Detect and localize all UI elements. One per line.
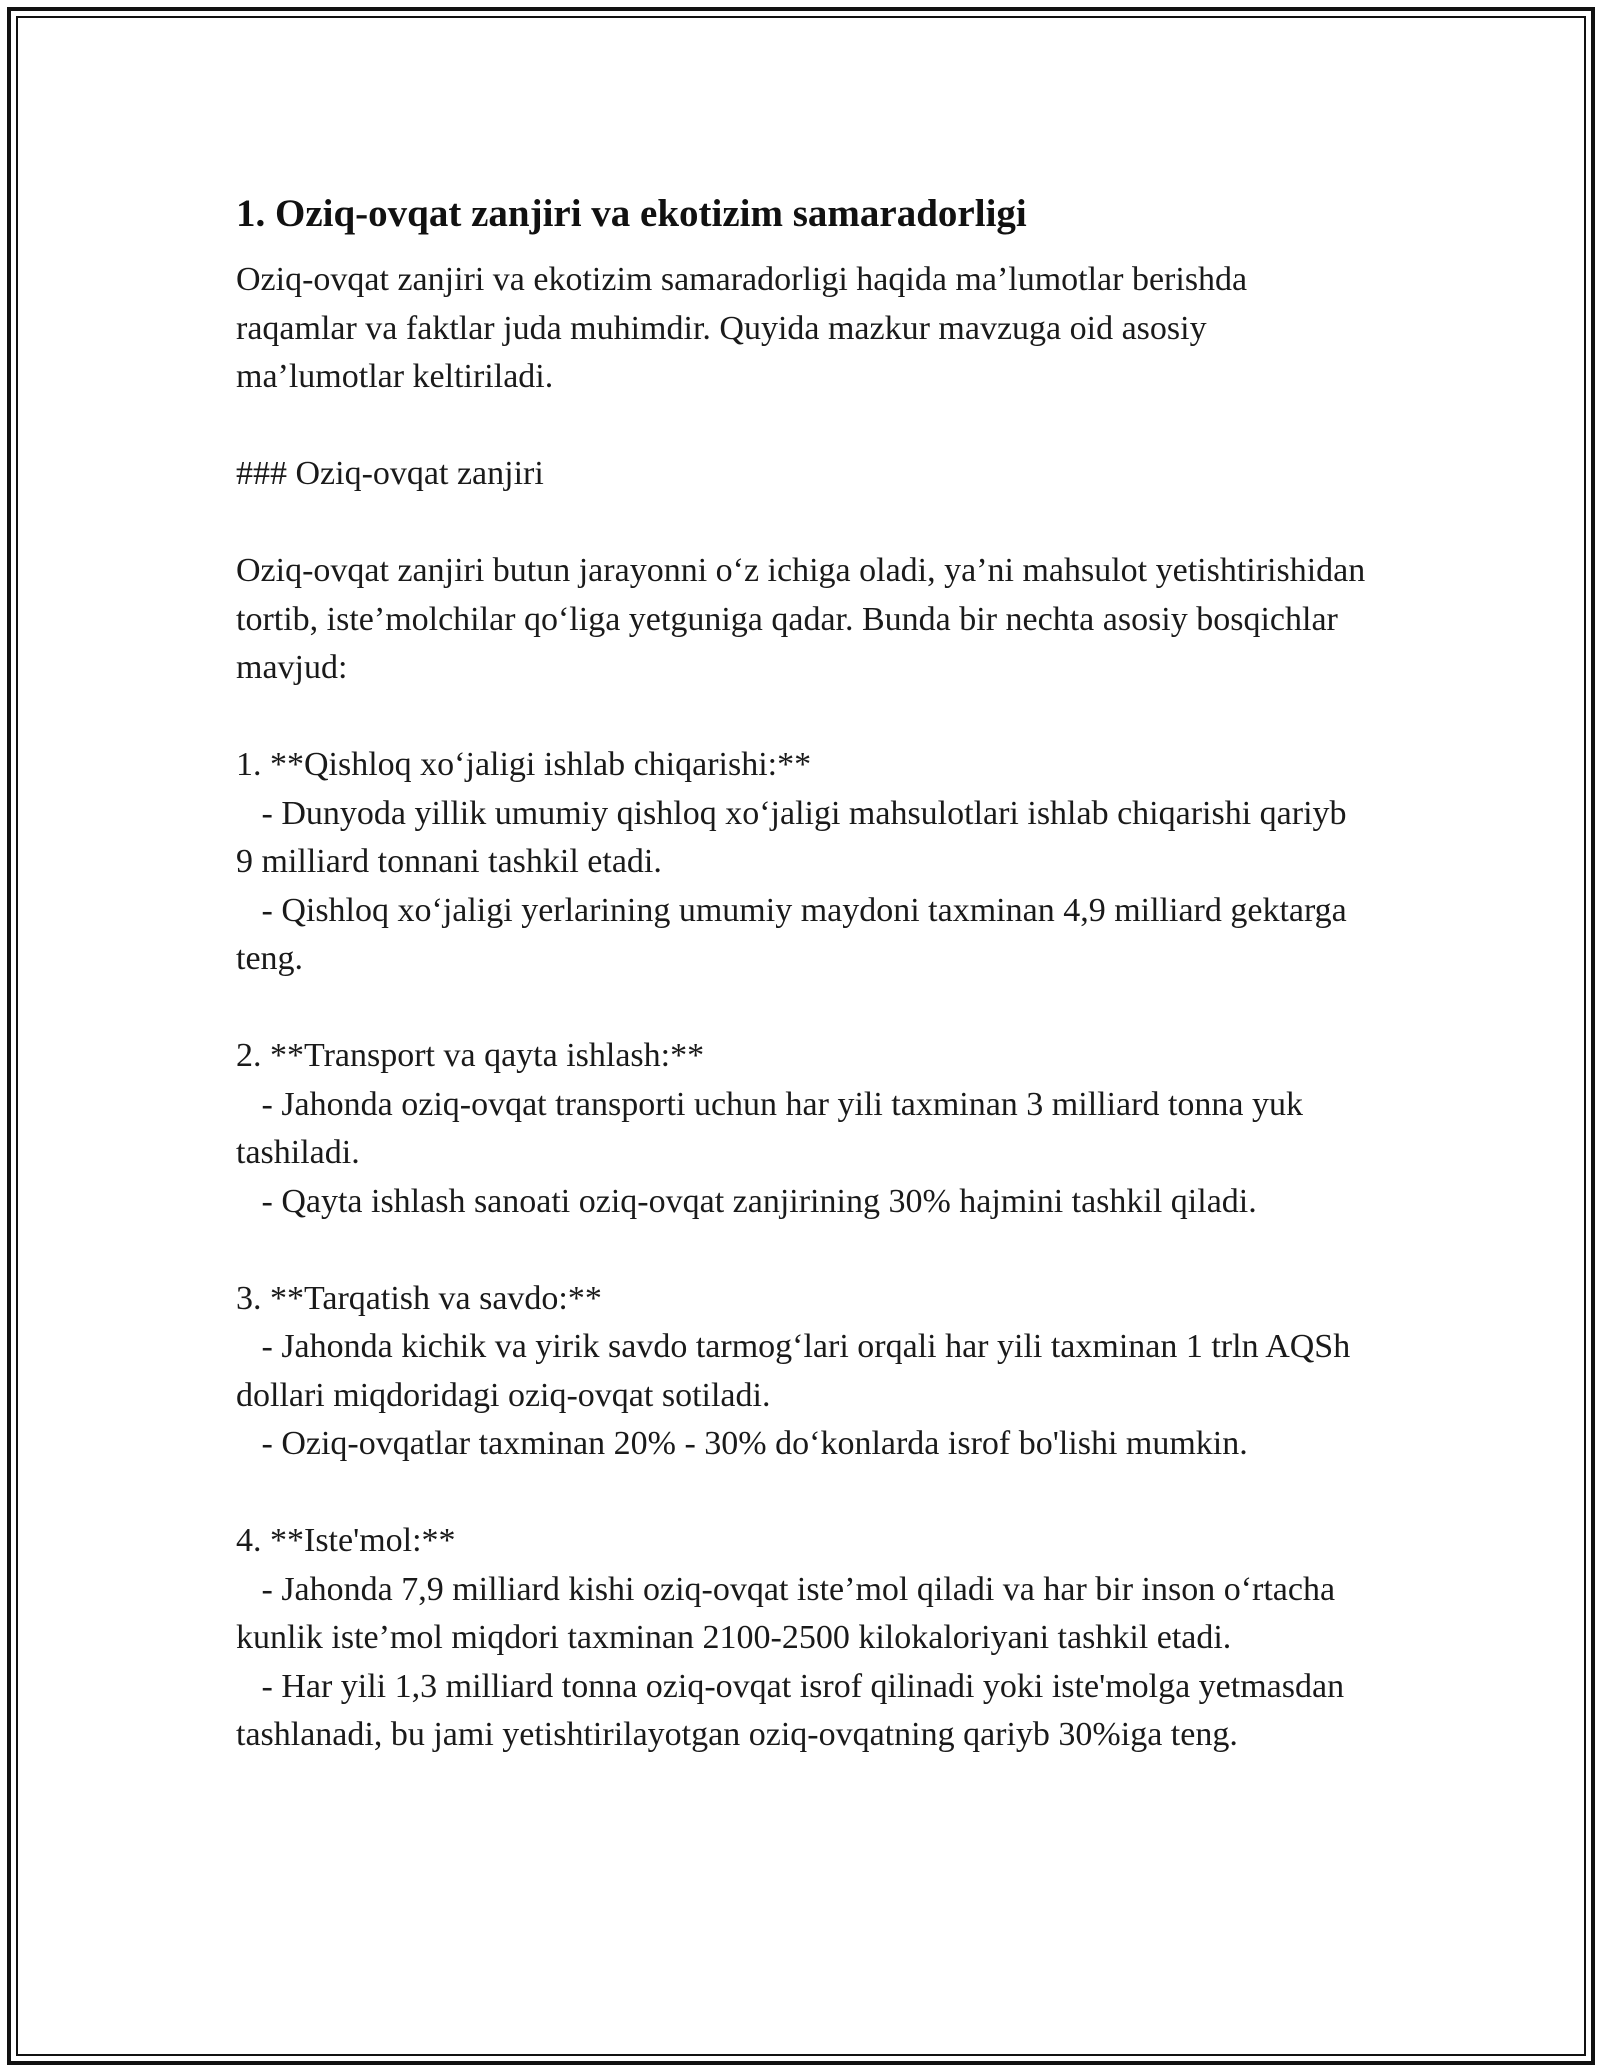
stage-bullet: - Qishloq xo‘jaligi yerlarining umumiy maydoni taxminan 4,9 milliard gektarga teng.: [236, 891, 1356, 977]
stage-heading: 3. **Tarqatish va savdo:**: [236, 1279, 602, 1317]
stage-heading: 1. **Qishloq xo‘jaligi ishlab chiqarishi:**: [236, 746, 812, 783]
spacer: [236, 499, 1366, 548]
stage-block-2: [236, 1032, 1366, 1226]
stage-bullet: - Jahonda kichik va yirik savdo tarmog‘lari orqali har yili taxminan 1 trln AQSh dollari miqdoridagi oziq-ovqat sotiladi.: [236, 1328, 1359, 1414]
stage-bullet: - Jahonda oziq-ovqat transporti uchun har yili taxminan 3 milliard tonna yuk tashiladi.: [236, 1085, 1312, 1171]
stage-bullet: - Jahonda 7,9 milliard kishi oziq-ovqat iste’mol qiladi va har bir inson o‘rtacha kunlik iste’mol miqdori taxminan 2100-2500 kilokaloriyani tashkil etadi.: [236, 1570, 1344, 1656]
stage-bullet: - Oziq-ovqatlar taxminan 20% - 30% do‘konlarda isrof bo'lishi mumkin.: [236, 1425, 1248, 1462]
stage-block-1: [236, 741, 1366, 984]
spacer: [236, 1226, 1366, 1275]
intro-paragraph: Oziq-ovqat zanjiri va ekotizim samaradorligi haqida ma’lumotlar berishda raqamlar va faktlar juda muhimdir. Quyida mazkur mavzuga oid asosiy ma’lumotlar keltiriladi.: [236, 261, 1248, 395]
spacer: [236, 402, 1366, 451]
chain-intro-paragraph: Oziq-ovqat zanjiri butun jarayonni o‘z ichiga oladi, ya’ni mahsulot yetishtirishidan tortib, iste’molchilar qo‘liga yetguniga qadar. Bunda bir nechta asosiy bosqichlar mavjud:: [236, 552, 1366, 686]
spacer: [236, 693, 1366, 742]
stage-bullet: - Har yili 1,3 milliard tonna oziq-ovqat isrof qilinadi yoki iste'molga yetmasdan tashlanadi, bu jami yetishtirilayotgan oziq-ovqatning qariyb 30%iga teng.: [236, 1667, 1353, 1753]
stage-bullet: - Dunyoda yillik umumiy qishloq xo‘jaligi mahsulotlari ishlab chiqarishi qariyb 9 milliard tonnani tashkil etadi.: [236, 794, 1356, 880]
spacer: [236, 984, 1366, 1033]
spacer: [236, 1469, 1366, 1518]
stage-block-3: [236, 1275, 1366, 1469]
document-title: 1. Oziq-ovqat zanjiri va ekotizim samaradorligi: [236, 192, 1027, 235]
section-subheading: ### Oziq-ovqat zanjiri: [236, 455, 544, 492]
stage-block-4: [236, 1517, 1366, 1760]
document-body: [236, 188, 1366, 1760]
stage-heading: 2. **Transport va qayta ishlash:**: [236, 1037, 705, 1074]
stage-heading: 4. **Iste'mol:**: [236, 1522, 456, 1559]
stage-bullet: - Qayta ishlash sanoati oziq-ovqat zanjirining 30% hajmini tashkil qiladi.: [236, 1182, 1257, 1220]
